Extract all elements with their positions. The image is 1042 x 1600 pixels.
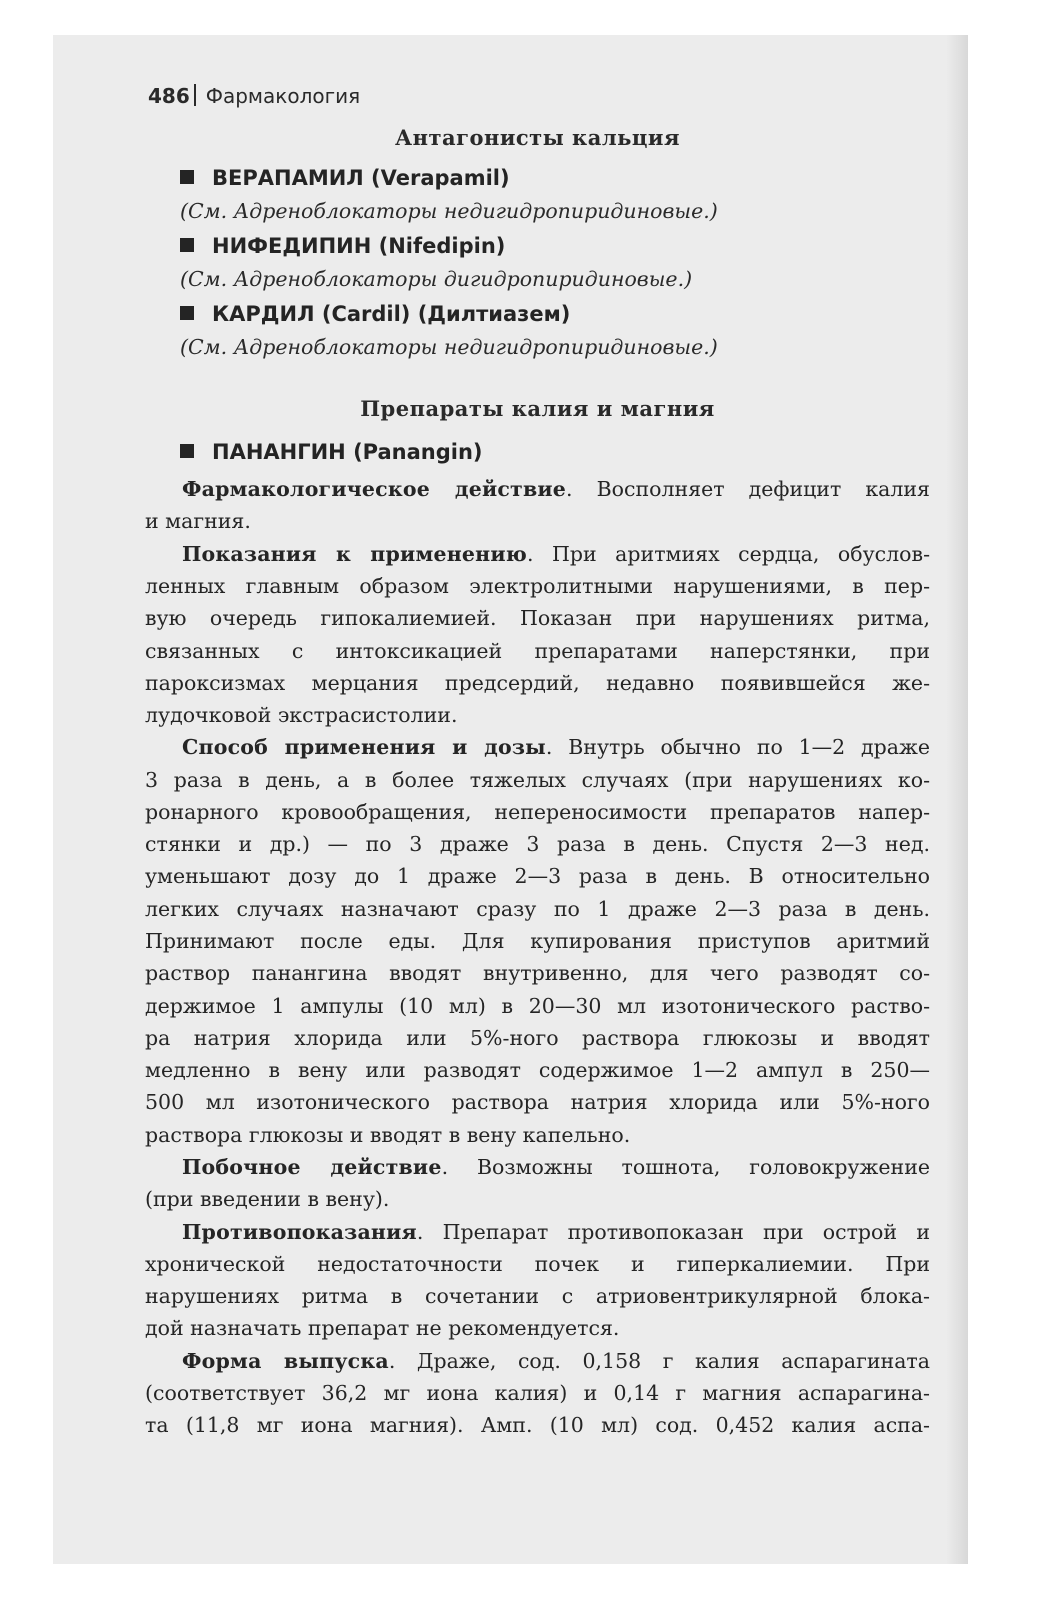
header-divider [194,84,196,106]
text-line: ронарного кровообращения, непереносимости препаратов напер- [145,800,930,824]
field-label: Показания к применению [182,542,527,566]
drug-entry-verapamil [180,166,510,190]
text-line: пароксизмах мерцания предсердий, недавно появившейся же- [145,671,930,695]
text-line: Способ применения и дозы. Внутрь обычно по 1—2 драже [182,735,930,759]
running-header [148,84,360,108]
page-number: 486 [148,84,190,108]
field-label: Способ применения и дозы [182,735,546,759]
drug-reference: (См. Адреноблокаторы недигидропиридиновые.) [180,335,718,359]
drug-name: КАРДИЛ (Cardil) (Дилтиазем) [212,302,571,326]
text-line: Показания к применению. При аритмиях сердца, обуслов- [182,542,930,566]
text-line: 500 мл изотонического раствора натрия хлорида или 5%-ного [145,1090,930,1114]
drug-name: НИФЕДИПИН (Nifedipin) [212,234,506,258]
drug-reference: (См. Адреноблокаторы дигидропиридиновые.) [180,267,693,291]
text-line: Принимают после еды. Для купирования приступов аритмий [145,929,930,953]
text-line: и магния. [145,509,251,533]
text-line: держимое 1 ампулы (10 мл) в 20—30 мл изотонического раство- [145,994,930,1018]
text-line: ра натрия хлорида или 5%-ного раствора глюкозы и вводят [145,1026,930,1050]
drug-name: ПАНАНГИН (Panangin) [212,440,483,464]
square-bullet-icon [180,238,194,252]
text-line: та (11,8 мг иона магния). Амп. (10 мл) сод. 0,452 калия аспа- [145,1413,930,1437]
text-line: вую очередь гипокалиемией. Показан при нарушениях ритма, [145,606,930,630]
text-line: дой назначать препарат не рекомендуется. [145,1316,620,1340]
drug-name: ВЕРАПАМИЛ (Verapamil) [212,166,510,190]
square-bullet-icon [180,306,194,320]
text-line: стянки и др.) — по 3 драже 3 раза в день. Спустя 2—3 нед. [145,832,930,856]
section-heading-calcium: Антагонисты кальция [394,125,680,150]
text-line: Противопоказания. Препарат противопоказан при острой и [182,1220,930,1244]
field-label: Форма выпуска [182,1349,389,1373]
text-line: ленных главным образом электролитными нарушениями, в пер- [145,574,930,598]
text-line: (при введении в вену). [145,1187,390,1211]
square-bullet-icon [180,170,194,184]
text-line: уменьшают дозу до 1 драже 2—3 раза в день. В относительно [145,864,930,888]
text-line: (соответствует 36,2 мг иона калия) и 0,14 г магния аспарагина- [145,1381,930,1405]
text-line: 3 раза в день, а в более тяжелых случаях (при нарушениях ко- [145,768,930,792]
text-line: раствор панангина вводят внутривенно, для чего разводят со- [145,961,930,985]
text-line: Форма выпуска. Драже, сод. 0,158 г калия аспарагината [182,1349,930,1373]
text-line: Побочное действие. Возможны тошнота, головокружение [182,1155,930,1179]
square-bullet-icon [180,444,194,458]
text-line: хронической недостаточности почек и гиперкалиемии. При [145,1252,930,1276]
text-line: лудочковой экстрасистолии. [145,703,458,727]
section-heading-potassium: Препараты калия и магния [360,396,715,421]
running-title: Фармакология [205,84,361,108]
drug-entry-nifedipin [180,234,505,258]
text-line: Фармакологическое действие. Восполняет дефицит калия [182,477,930,501]
text-line: медленно в вену или разводят содержимое 1—2 ампул в 250— [145,1058,930,1082]
text-line: раствора глюкозы и вводят в вену капельно. [145,1123,631,1147]
text-line: связанных с интоксикацией препаратами наперстянки, при [145,639,930,663]
field-label: Противопоказания [182,1220,417,1244]
drug-entry-panangin [180,440,483,464]
text-line: легких случаях назначают сразу по 1 драже 2—3 раза в день. [145,897,930,921]
drug-reference: (См. Адреноблокаторы недигидропиридиновые.) [180,199,718,223]
field-label: Побочное действие [182,1155,442,1179]
page-edge-shadow [946,35,968,1564]
field-label: Фармакологическое действие [182,477,567,501]
drug-entry-cardil [180,302,570,326]
text-line: нарушениях ритма в сочетании с атриовентрикулярной блока- [145,1284,930,1308]
